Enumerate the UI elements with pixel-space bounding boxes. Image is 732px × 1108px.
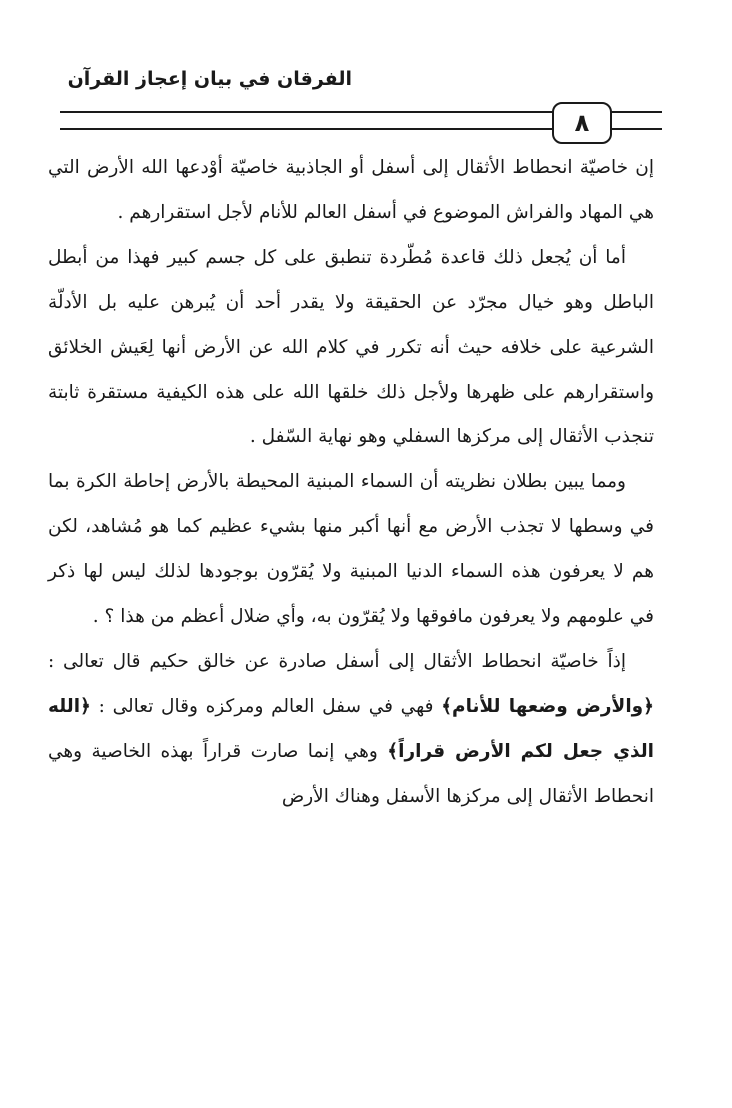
paragraph-text: وهي إنما صارت قراراً بهذه الخاصية وهي انحطاط الأثقال إلى مركزها الأسفل وهناك الأرض xyxy=(48,740,654,807)
paragraph-text: فهي في سفل العالم ومركزه وقال تعالى : xyxy=(90,695,442,717)
quran-verse: ﴿الله الذي جعل لكم الأرض قراراً﴾ xyxy=(48,695,655,762)
page-number: ٨ xyxy=(552,102,612,144)
quran-verse: ﴿والأرض وضعها للأنام﴾ xyxy=(441,695,654,717)
paragraph-with-verses xyxy=(48,640,654,820)
paragraph-text: إذاً خاصيّة انحطاط الأثقال إلى أسفل صادرة عن خالق حكيم قال تعالى : xyxy=(48,650,626,672)
paragraph: أما أن يُجعل ذلك قاعدة مُطّردة تنطبق على كل جسم كبير فهذا من أبطل الباطل وهو خيال مجرّد عن الحقيقة ولا يقدر أحد أن يُبرهن عليه بل الأدلّة الشرعية على خلافه حيث أنه تكرر في كلام الله عن الأرض أنها لِعَيش الخلائق واستقرارهم على ظهرها ولأجل ذلك خلقها الله على هذه الكيفية مستقرة ثابتة تنجذب الأثقال إلى مركزها السفلي وهو نهاية السّفل . xyxy=(48,246,654,448)
running-header-title: الفرقان في بيان إعجاز القرآن xyxy=(67,68,352,90)
paragraph: ومما يبين بطلان نظريته أن السماء المبنية المحيطة بالأرض إحاطة الكرة بما في وسطها لا تجذب الأرض مع أنها أكبر منها بشيء عظيم كما هو مُشاهد، لكن هم لا يعرفون هذه السماء الدنيا المبنية ولا يُقرّون بوجودها لذلك ليس لها ذكر في علومهم ولا يعرفون مافوقها ولا يُقرّون به، وأي ضلال أعظم من هذا ؟ . xyxy=(48,471,654,628)
paragraph: إن خاصيّة انحطاط الأثقال إلى أسفل أو الجاذبية خاصيّة أوْدعها الله الأرض التي هي المهاد والفراش الموضوع في أسفل العالم للأنام لأجل استقرارهم . xyxy=(48,157,654,223)
body-text xyxy=(48,146,654,820)
